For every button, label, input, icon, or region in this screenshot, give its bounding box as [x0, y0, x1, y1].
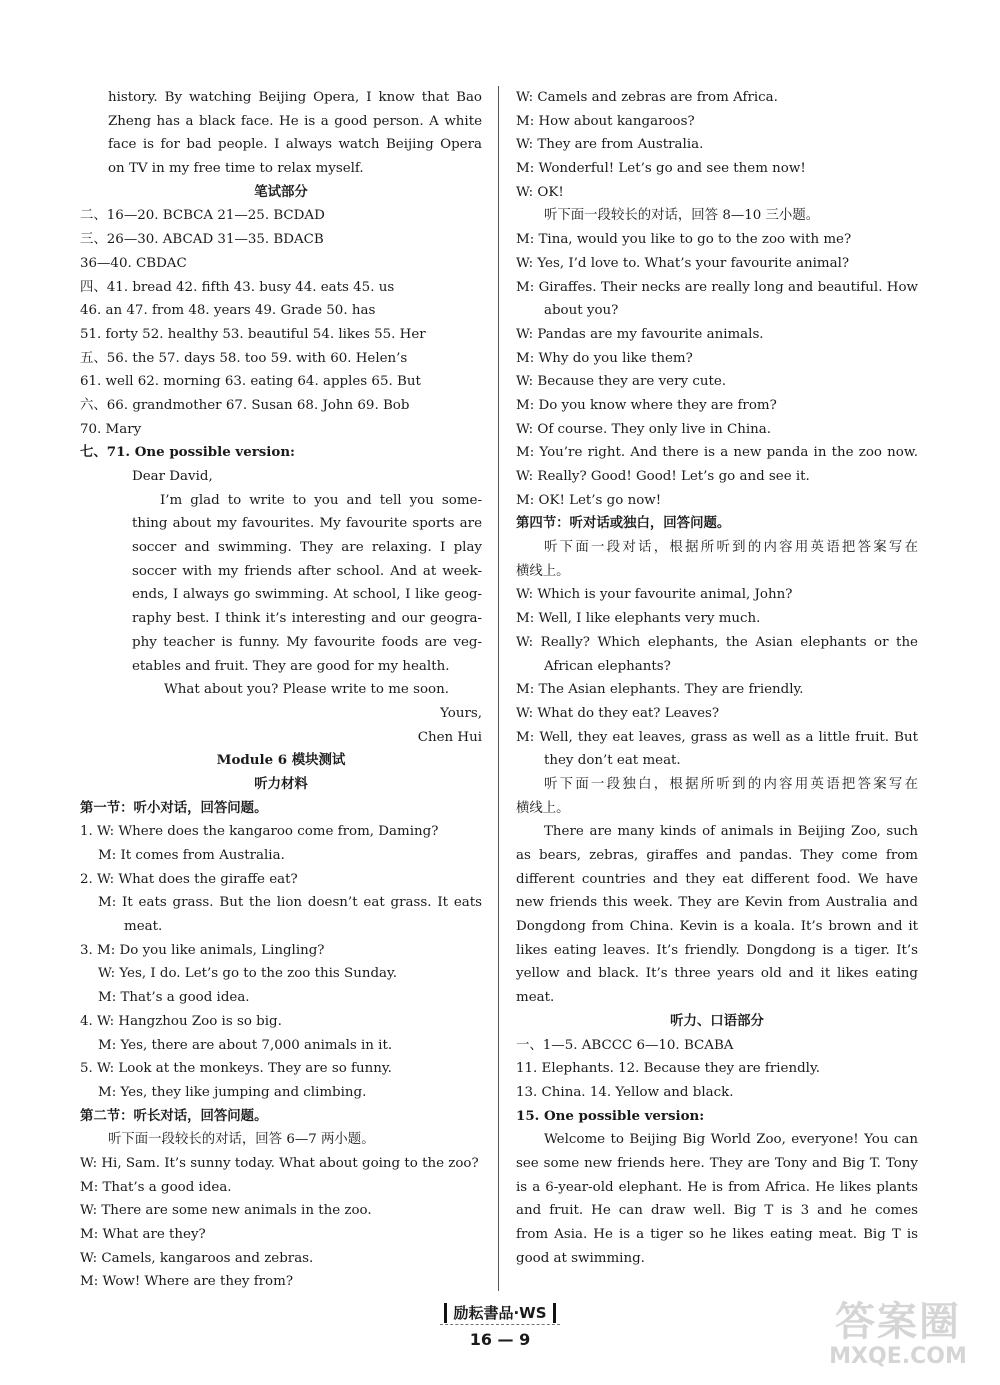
left-text-line: 听下面一段较长的对话，回答 6—7 两小题。 — [108, 1132, 375, 1148]
right-text-line: W: Pandas are my favourite animals. — [516, 326, 764, 342]
left-text-line: history. By watching Beijing Opera, I know that Bao — [108, 90, 482, 105]
right-text-line: M: OK! Let’s go now! — [516, 492, 662, 508]
right-text-line: yellow and black. It’s three years old and it likes eating — [516, 966, 918, 982]
right-text-line: M: Do you know where they are from? — [516, 397, 777, 413]
left-text-line: M: That’s a good idea. — [98, 990, 250, 1006]
right-text-line: W: What do they eat? Leaves? — [516, 705, 720, 721]
right-text-line: M: Wonderful! Let’s go and see them now! — [516, 161, 806, 177]
left-text-line: phy teacher is funny. My favourite foods are veg- — [132, 634, 482, 650]
right-text-line: good at swimming. — [516, 1250, 645, 1266]
left-text-line: thing about my favourites. My favourite sports are — [132, 516, 482, 532]
left-text-line: 36—40. CBDAC — [80, 255, 187, 271]
left-text-line: 六、66. grandmother 67. Susan 68. John 69. Bob — [80, 397, 410, 413]
right-text-line: Dongdong from China. Kevin is a koala. It’s brown and it — [516, 919, 918, 935]
left-text-line: soccer with my friends after school. And at week- — [132, 563, 482, 579]
right-text-line: from Asia. He is a tiger so he likes eating meat. Big T is — [516, 1227, 918, 1242]
right-text-line: W: Which is your favourite animal, John? — [516, 587, 793, 603]
left-text-line: 五、56. the 57. days 58. too 59. with 60. Helen’s — [80, 350, 408, 366]
right-text-line: African elephants? — [544, 658, 671, 674]
left-text-line: 2. W: What does the giraffe eat? — [80, 871, 298, 887]
left-text-line: etables and fruit. They are good for my health. — [132, 658, 450, 674]
right-text-line: likes eating leaves. It’s friendly. Dongdong is a tiger. It’s — [516, 942, 918, 958]
left-text-line: M: It comes from Australia. — [98, 848, 285, 863]
right-text-line: There are many kinds of animals in Beijing Zoo, such — [544, 824, 918, 840]
left-text-line: 笔试部分 — [254, 184, 308, 200]
right-text-line: M: Tina, would you like to go to the zoo with me? — [516, 232, 852, 248]
right-text-line: 13. China. 14. Yellow and black. — [516, 1084, 734, 1100]
left-text-line: 第一节：听小对话，回答问题。 — [80, 800, 268, 816]
right-text-line: W: Yes, I’d love to. What’s your favourite animal? — [516, 255, 850, 271]
left-text-line: 70. Mary — [80, 421, 142, 437]
footer-dotted-rule — [440, 1324, 560, 1325]
right-text-line: about you? — [544, 303, 619, 319]
right-text-line: 第四节：听对话或独白，回答问题。 — [516, 516, 731, 532]
right-column — [516, 86, 918, 1270]
brand-label: 励耘書品·WS — [444, 1303, 555, 1323]
left-text-line: raphy best. I think it’s interesting and our geogra- — [132, 611, 482, 627]
left-text-line: Zheng has a black face. He is a good person. A white — [108, 113, 482, 129]
left-text-line: Chen Hui — [417, 729, 482, 745]
left-text-line: M: Wow! Where are they from? — [80, 1274, 294, 1290]
right-text-line: is a 6-year-old elephant. He is from Africa. He likes plants — [516, 1179, 918, 1195]
left-column — [80, 86, 482, 1294]
right-text-line: as bears, zebras, giraffes and pandas. They come from — [516, 848, 918, 863]
page-number: 16 — 9 — [469, 1330, 531, 1349]
right-text-line: W: Camels and zebras are from Africa. — [516, 90, 778, 105]
right-text-line: Welcome to Beijing Big World Zoo, everyone! You can — [544, 1132, 918, 1148]
right-text-line: M: How about kangaroos? — [516, 113, 695, 129]
column-divider — [498, 86, 499, 1291]
watermark-top-text: 答案圈 — [835, 1299, 961, 1345]
left-text-line: 4. W: Hangzhou Zoo is so big. — [80, 1013, 282, 1029]
right-text-line: see some new friends here. They are Tony and Big T. Tony — [516, 1155, 918, 1171]
left-text-line: Module 6 模块测试 — [216, 752, 346, 769]
left-text-line: W: Hi, Sam. It’s sunny today. What about going to the zoo? — [80, 1155, 479, 1171]
right-text-line: M: Why do you like them? — [516, 350, 693, 366]
right-text-line: 听下面一段对话，根据所听到的内容用英语把答案写在 — [544, 540, 918, 556]
left-text-line: M: That’s a good idea. — [80, 1179, 232, 1195]
left-text-line: M: Yes, there are about 7,000 animals in it. — [98, 1037, 393, 1053]
left-text-line: I’m glad to write to you and tell you some- — [160, 492, 482, 508]
right-text-line: they don’t eat meat. — [544, 753, 681, 769]
right-text-line: 听下面一段独白，根据所听到的内容用英语把答案写在 — [544, 776, 918, 792]
left-text-line: 第二节：听长对话，回答问题。 — [80, 1108, 268, 1124]
watermark-bottom-text: MXQE.COM — [829, 1344, 967, 1369]
left-text-line: Dear David, — [132, 469, 213, 484]
right-text-line: M: Well, they eat leaves, grass as well as a little fruit. But — [516, 729, 918, 745]
left-text-line: M: What are they? — [80, 1227, 206, 1242]
left-text-line: 5. W: Look at the monkeys. They are so funny. — [80, 1061, 392, 1077]
left-text-line: W: There are some new animals in the zoo. — [80, 1203, 372, 1219]
left-text-line: 三、26—30. ABCAD 31—35. BDACB — [80, 232, 324, 248]
right-text-line: 横线上。 — [516, 563, 570, 579]
left-text-line: 51. forty 52. healthy 53. beautiful 54. likes 55. Her — [80, 326, 426, 342]
right-text-line: W: Really? Good! Good! Let’s go and see it. — [516, 469, 810, 484]
left-text-line: meat. — [124, 919, 163, 935]
left-text-line: M: It eats grass. But the lion doesn’t eat grass. It eats — [98, 895, 482, 911]
right-text-line: M: Well, I like elephants very much. — [516, 611, 761, 627]
left-text-line: 46. an 47. from 48. years 49. Grade 50. has — [80, 303, 376, 319]
left-text-line: 1. W: Where does the kangaroo come from, Daming? — [80, 824, 439, 840]
right-text-line: M: Giraffes. Their necks are really long and beautiful. How — [516, 279, 918, 295]
left-text-line: 四、41. bread 42. fifth 43. busy 44. eats 45. us — [80, 279, 395, 295]
left-text-line: on TV in my free time to relax myself. — [108, 161, 364, 177]
left-text-line: W: Camels, kangaroos and zebras. — [80, 1250, 314, 1266]
right-text-line: 听力、口语部分 — [670, 1013, 764, 1029]
left-text-line: W: Yes, I do. Let’s go to the zoo this Sunday. — [98, 966, 398, 982]
left-text-line: 七、71. One possible version: — [80, 444, 296, 461]
left-text-line: face is for bad people. I always watch Beijing Opera — [108, 137, 482, 153]
left-text-line: 听力材料 — [254, 776, 308, 792]
left-text-line: soccer and swimming. They are relaxing. I play — [132, 540, 482, 556]
watermark-logo — [818, 1300, 978, 1378]
left-text-line: What about you? Please write to me soon. — [164, 682, 449, 698]
right-text-line: W: Because they are very cute. — [516, 374, 727, 390]
left-text-line: ends, I always go swimming. At school, I like geog- — [132, 587, 482, 603]
left-text-line: 3. M: Do you like animals, Lingling? — [80, 942, 325, 958]
right-text-line: different countries and they eat different food. We have — [516, 871, 918, 887]
left-text-line: 二、16—20. BCBCA 21—25. BCDAD — [80, 208, 325, 224]
right-text-line: W: OK! — [516, 184, 564, 200]
right-text-line: M: The Asian elephants. They are friendly. — [516, 682, 804, 698]
left-text-line: Yours, — [440, 705, 482, 721]
left-text-line: M: Yes, they like jumping and climbing. — [98, 1084, 367, 1100]
right-text-line: W: Really? Which elephants, the Asian elephants or the — [516, 634, 918, 650]
right-text-line: and fruit. He can draw well. Big T is 3 and he comes — [516, 1203, 918, 1219]
right-text-line: meat. — [516, 990, 555, 1006]
right-text-line: 一、1—5. ABCCC 6—10. BCABA — [516, 1037, 734, 1053]
right-text-line: new friends this week. They are Kevin from Australia and — [516, 895, 918, 911]
right-text-line: 听下面一段较长的对话，回答 8—10 三小题。 — [544, 208, 820, 224]
right-text-line: W: Of course. They only live in China. — [516, 421, 772, 437]
right-text-line: 横线上。 — [516, 800, 570, 816]
right-text-line: M: You’re right. And there is a new panda in the zoo now. — [516, 445, 918, 461]
right-text-line: 11. Elephants. 12. Because they are friendly. — [516, 1061, 820, 1077]
left-text-line: 61. well 62. morning 63. eating 64. apples 65. But — [80, 374, 421, 390]
right-text-line: W: They are from Australia. — [516, 137, 704, 153]
right-text-line: 15. One possible version: — [516, 1107, 705, 1124]
